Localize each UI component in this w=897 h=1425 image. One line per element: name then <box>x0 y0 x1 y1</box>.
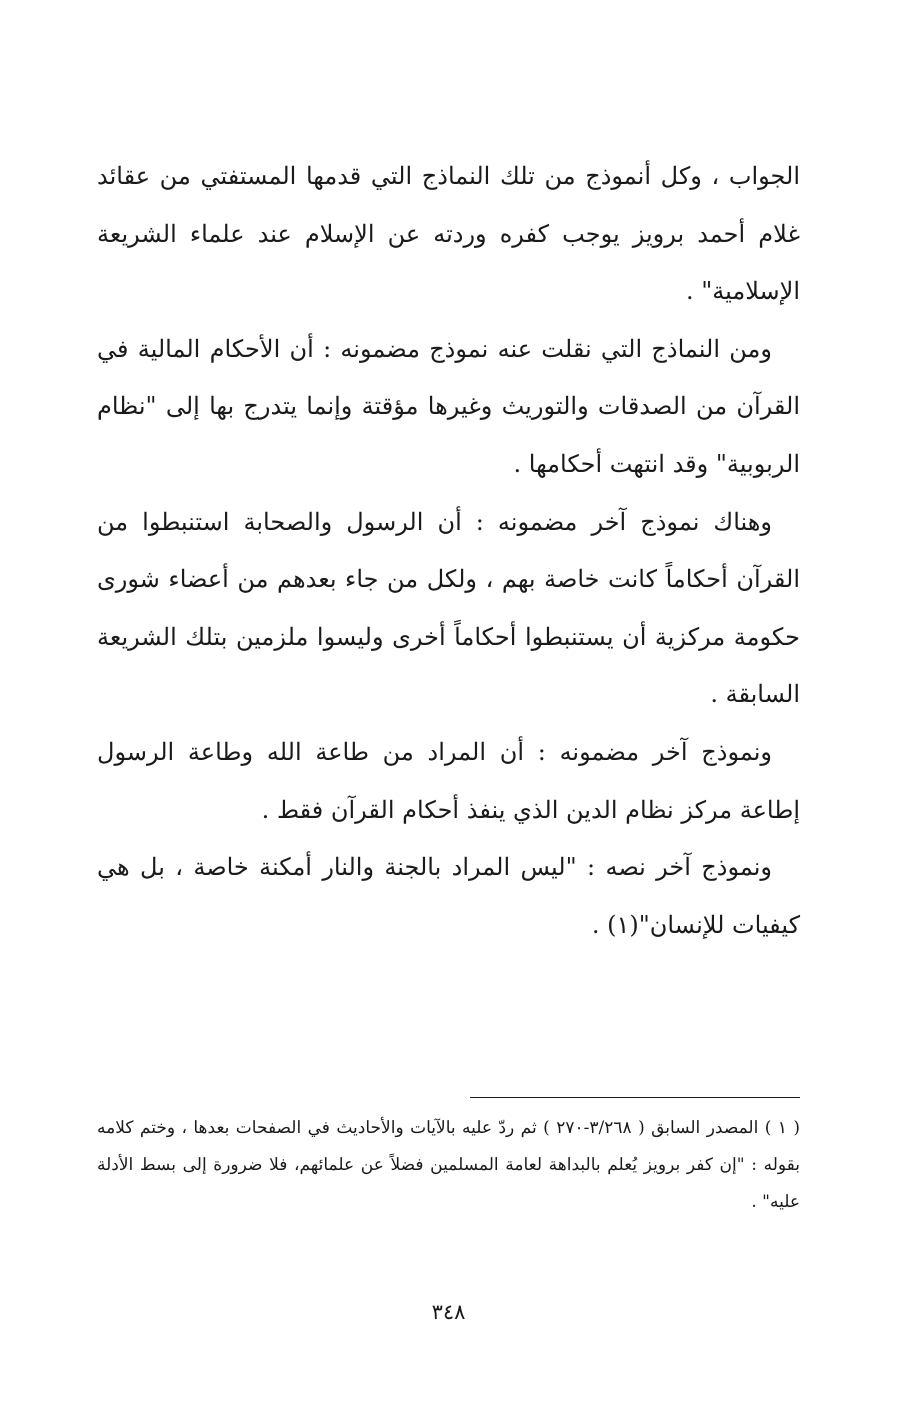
footnote-1: ( ١ ) المصدر السابق ( ٣/٢٦٨-٢٧٠ ) ثم ردّ عليه بالآيات والأحاديث في الصفحات بعدها ، وختم كلامه بقوله : "إن كفر برويز يُعلم بالبداهة لعامة المسلمين فضلاً عن علمائهم، فلا ضرورة إلى بسط الأدلة عليه" . <box>97 1118 800 1212</box>
paragraph-5: ونموذج آخر نصه : "ليس المراد بالجنة والنار أمكنة خاصة ، بل هي كيفيات للإنسان"(١) . <box>97 853 800 939</box>
paragraph-3: وهناك نموذج آخر مضمونه : أن الرسول والصحابة استنبطوا من القرآن أحكاماً كانت خاصة بهم ، ولكل من جاء بعدهم من أعضاء شورى حكومة مركزية أن يستنبطوا أحكاماً أخرى وليسوا ملزمين بتلك الشريعة السابقة . <box>97 507 800 709</box>
paragraph-2: ومن النماذج التي نقلت عنه نموذج مضمونه : أن الأحكام المالية في القرآن من الصدقات والتوريث وغيرها مؤقتة وإنما يتدرج بها إلى "نظام الربوبية" وقد انتهت أحكامها . <box>97 334 800 478</box>
paragraph-4: ونموذج آخر مضمونه : أن المراد من طاعة الله وطاعة الرسول إطاعة مركز نظام الدين الذي ينفذ أحكام القرآن فقط . <box>97 737 800 824</box>
page-number: ٣٤٨ <box>431 1300 466 1324</box>
main-text <box>97 148 800 954</box>
footnote-divider <box>470 1097 800 1098</box>
footnotes <box>97 1110 800 1221</box>
paragraph-1: الجواب ، وكل أنموذج من تلك النماذج التي قدمها المستفتي من عقائد غلام أحمد برويز يوجب كفره وردته عن الإسلام عند علماء الشريعة الإسلامية" . <box>97 162 801 306</box>
